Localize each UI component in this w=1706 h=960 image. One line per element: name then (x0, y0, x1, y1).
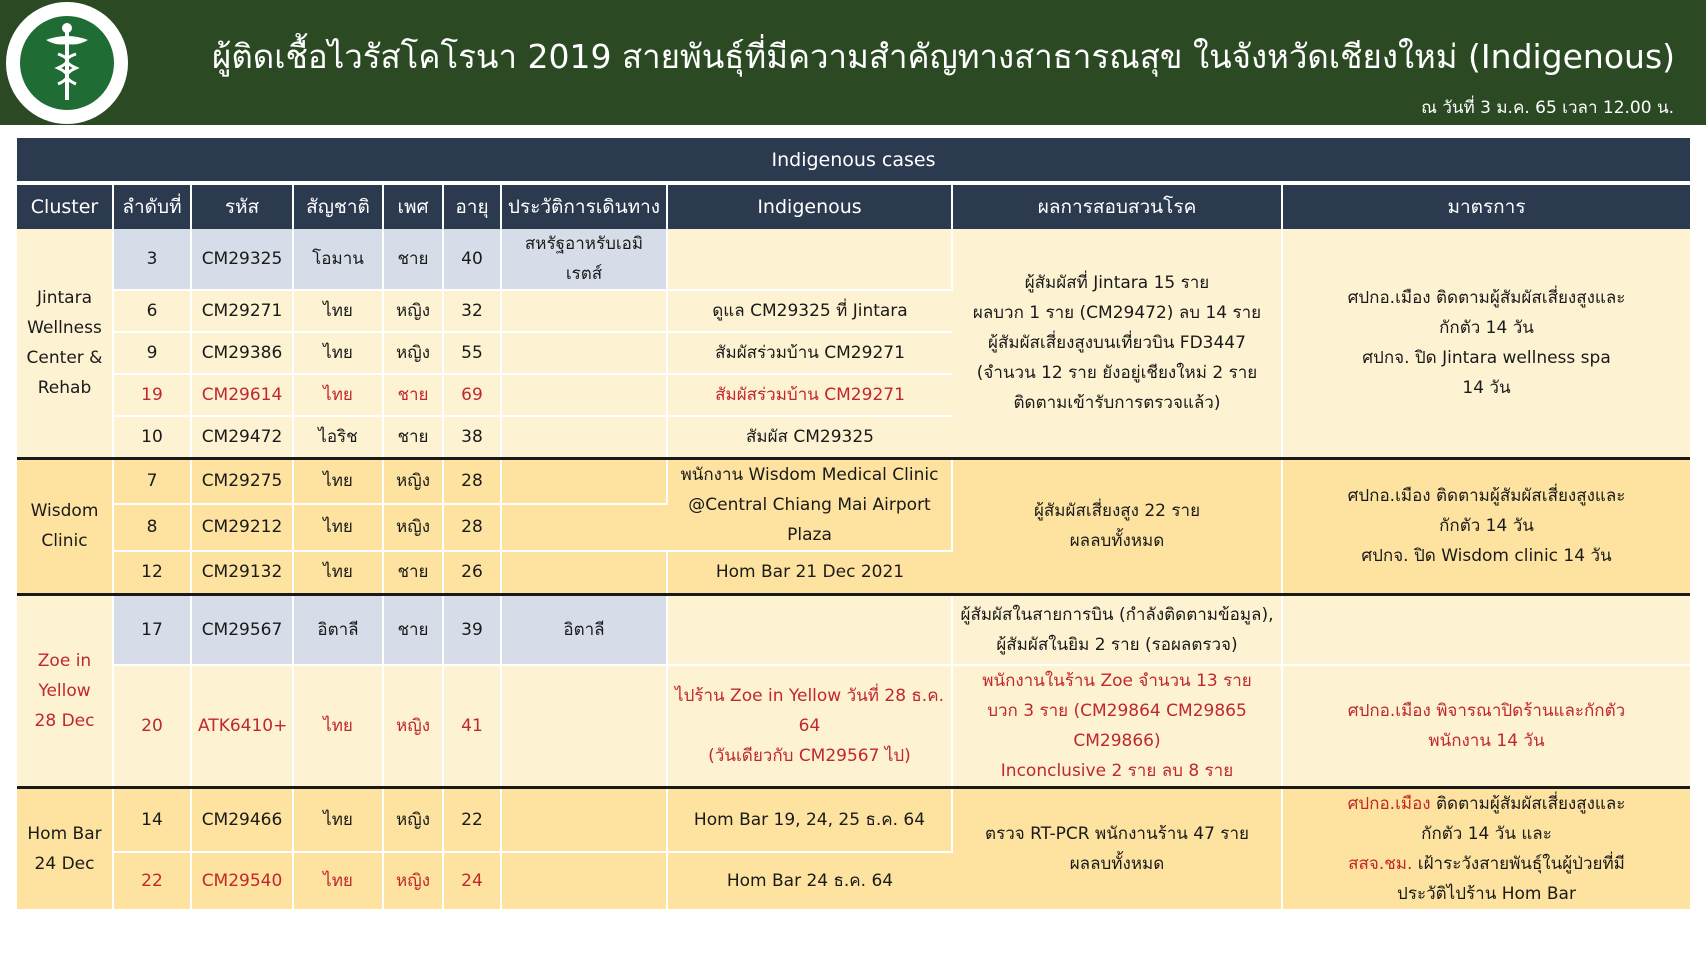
cell-investigation (952, 665, 1282, 788)
investigation-line: ผลลบทั้งหมด (1069, 531, 1165, 552)
measures-text: ติดตามผู้สัมผัสเสี่ยงสูงและ (1430, 793, 1626, 814)
measures-org-highlight: สสจ.ชม. (1348, 853, 1413, 874)
cell-measures (1282, 665, 1690, 788)
cell-indigenous (667, 229, 952, 290)
measures-line (1289, 789, 1684, 819)
cell-id: CM29212 (191, 504, 293, 550)
measures-line: กักตัว 14 วัน (1439, 516, 1534, 537)
cell-travel (501, 290, 667, 332)
col-header-travel: ประวัติการเดินทาง (501, 185, 667, 229)
investigation-line: ผู้สัมผัสเสี่ยงสูง 22 ราย (1033, 501, 1201, 522)
cell-measures (1282, 595, 1690, 665)
cell-sex: ชาย (383, 551, 443, 595)
measures-line: ศปกจ. ปิด Jintara wellness spa (1362, 347, 1611, 368)
cell-indigenous: Hom Bar 19, 24, 25 ธ.ค. 64 (667, 787, 952, 852)
cell-nationality: ไทย (293, 787, 383, 852)
col-header-id: รหัส (191, 185, 293, 229)
cluster-name-line: Jintara (36, 287, 92, 308)
cell-measures (1282, 229, 1690, 458)
cell-id: CM29275 (191, 458, 293, 504)
cell-measures (1282, 458, 1690, 595)
cell-no: 3 (113, 229, 191, 290)
investigation-line: ผลลบทั้งหมด (1069, 853, 1165, 874)
cell-no: 17 (113, 595, 191, 665)
indigenous-line: (วันเดียวกับ CM29567 ไป) (708, 745, 911, 766)
cell-indigenous: ดูแล CM29325 ที่ Jintara (667, 290, 952, 332)
investigation-line: ผู้สัมผัสในยิม 2 ราย (รอผลตรวจ) (996, 634, 1238, 655)
cell-investigation (952, 229, 1282, 458)
cell-age: 28 (443, 458, 501, 504)
investigation-line: ผู้สัมผัสเสี่ยงสูงบนเที่ยวบิน FD3447 (988, 332, 1246, 353)
cell-no: 20 (113, 665, 191, 788)
cell-no: 22 (113, 852, 191, 909)
cell-indigenous: Hom Bar 24 ธ.ค. 64 (667, 852, 952, 909)
cell-age: 24 (443, 852, 501, 909)
cell-investigation (952, 458, 1282, 595)
cell-id: CM29325 (191, 229, 293, 290)
cluster-name-line: Hom Bar (27, 823, 102, 844)
measures-line: ศปกอ.เมือง ติดตามผู้สัมผัสเสี่ยงสูงและ (1347, 486, 1626, 507)
cell-no: 6 (113, 290, 191, 332)
cell-nationality: ไอริช (293, 416, 383, 458)
cell-age: 55 (443, 332, 501, 374)
cell-measures (1282, 787, 1690, 910)
cell-sex: หญิง (383, 290, 443, 332)
col-header-investigation: ผลการสอบสวนโรค (952, 185, 1282, 229)
measures-text: เฝ้าระวังสายพันธุ์ในผู้ป่วยที่มี (1412, 853, 1625, 874)
cell-nationality: ไทย (293, 852, 383, 909)
measures-line: ประวัติไปร้าน Hom Bar (1397, 883, 1576, 904)
cell-nationality: อิตาลี (293, 595, 383, 665)
cell-age: 38 (443, 416, 501, 458)
cell-indigenous: สัมผัสร่วมบ้าน CM29271 (667, 332, 952, 374)
cell-nationality: ไทย (293, 504, 383, 550)
measures-org-highlight: ศปกอ.เมือง (1347, 793, 1431, 814)
page-title: ผู้ติดเชื้อไวรัสโคโรนา 2019 สายพันธุ์ที่มีความสำคัญทางสาธารณสุข ในจังหวัดเชียงใหม่ (Indigenous) (212, 37, 1676, 76)
measures-line: ศปกอ.เมือง ติดตามผู้สัมผัสเสี่ยงสูงและ (1347, 287, 1626, 308)
investigation-line: ผลบวก 1 ราย (CM29472) ลบ 14 ราย (972, 302, 1262, 323)
investigation-line: ติดตามเข้ารับการตรวจแล้ว) (1013, 392, 1221, 413)
cell-id: CM29540 (191, 852, 293, 909)
cluster-name-line: Center & (26, 347, 103, 368)
cell-sex: ชาย (383, 229, 443, 290)
cell-nationality: ไทย (293, 374, 383, 416)
investigation-line: ผู้สัมผัสที่ Jintara 15 ราย (1024, 272, 1210, 293)
cell-travel (501, 332, 667, 374)
header-bar (0, 0, 1706, 125)
cell-age: 41 (443, 665, 501, 788)
cases-table (17, 185, 1690, 911)
cluster-name-line: Wellness (27, 317, 102, 338)
cell-id: CM29386 (191, 332, 293, 374)
cell-sex: หญิง (383, 458, 443, 504)
measures-line: พนักงาน 14 วัน (1428, 730, 1545, 751)
cell-travel: อิตาลี (501, 595, 667, 665)
cell-indigenous (667, 665, 952, 788)
cell-sex: หญิง (383, 665, 443, 788)
table-row (17, 595, 1690, 665)
cluster-name (17, 595, 113, 788)
cell-no: 14 (113, 787, 191, 852)
cell-age: 69 (443, 374, 501, 416)
cell-travel (501, 374, 667, 416)
cell-travel (501, 504, 667, 550)
cell-travel (501, 551, 667, 595)
cell-age: 22 (443, 787, 501, 852)
col-header-measures: มาตรการ (1282, 185, 1690, 229)
ministry-logo (6, 2, 128, 124)
table-header-row (17, 185, 1690, 229)
cell-id: CM29466 (191, 787, 293, 852)
table-row (17, 229, 1690, 290)
caduceus-icon (6, 2, 128, 124)
cell-id: CM29271 (191, 290, 293, 332)
cell-nationality: ไทย (293, 458, 383, 504)
table-row (17, 458, 1690, 504)
cell-travel (501, 458, 667, 504)
col-header-nationality: สัญชาติ (293, 185, 383, 229)
investigation-line: ผู้สัมผัสในสายการบิน (กำลังติดตามข้อมูล), (960, 604, 1274, 625)
indigenous-line: พนักงาน Wisdom Medical Clinic (680, 464, 939, 485)
cell-id: ATK6410+ (191, 665, 293, 788)
cell-sex: ชาย (383, 374, 443, 416)
cell-age: 26 (443, 551, 501, 595)
cell-id: CM29567 (191, 595, 293, 665)
cell-travel: สหรัฐอาหรับเอมิเรตส์ (501, 229, 667, 290)
investigation-line: (จำนวน 12 ราย ยังอยู่เชียงใหม่ 2 ราย (976, 362, 1258, 383)
cluster-name (17, 458, 113, 595)
cell-nationality: โอมาน (293, 229, 383, 290)
indigenous-line: @Central Chiang Mai Airport Plaza (688, 494, 931, 545)
cell-no: 19 (113, 374, 191, 416)
cluster-name-line: Clinic (41, 531, 88, 552)
cell-sex: หญิง (383, 852, 443, 909)
cell-indigenous (667, 595, 952, 665)
cell-no: 9 (113, 332, 191, 374)
cell-no: 10 (113, 416, 191, 458)
measures-line: กักตัว 14 วัน และ (1421, 823, 1552, 844)
cell-travel (501, 416, 667, 458)
col-header-indigenous: Indigenous (667, 185, 952, 229)
cell-no: 12 (113, 551, 191, 595)
cell-indigenous: สัมผัสร่วมบ้าน CM29271 (667, 374, 952, 416)
cell-id: CM29614 (191, 374, 293, 416)
cluster-name (17, 787, 113, 910)
cell-travel (501, 852, 667, 909)
measures-line: กักตัว 14 วัน (1439, 317, 1534, 338)
cell-no: 7 (113, 458, 191, 504)
cluster-name (17, 229, 113, 458)
cell-sex: หญิง (383, 504, 443, 550)
cell-age: 28 (443, 504, 501, 550)
cluster-name-line: Yellow (38, 680, 91, 701)
cell-sex: ชาย (383, 416, 443, 458)
cell-travel (501, 665, 667, 788)
cell-nationality: ไทย (293, 290, 383, 332)
cell-nationality: ไทย (293, 551, 383, 595)
col-header-cluster: Cluster (17, 185, 113, 229)
cell-sex: ชาย (383, 595, 443, 665)
measures-line: ศปกอ.เมือง พิจารณาปิดร้านและกักตัว (1347, 700, 1626, 721)
cell-sex: หญิง (383, 332, 443, 374)
cell-indigenous: สัมผัส CM29325 (667, 416, 952, 458)
investigation-line: พนักงานในร้าน Zoe จำนวน 13 ราย (982, 670, 1252, 691)
cell-indigenous (667, 458, 952, 551)
investigation-line: ตรวจ RT-PCR พนักงานร้าน 47 ราย (985, 823, 1249, 844)
table-row (17, 787, 1690, 852)
measures-line: 14 วัน (1462, 377, 1511, 398)
cluster-name-line: 28 Dec (34, 710, 95, 731)
cell-age: 40 (443, 229, 501, 290)
section-banner: Indigenous cases (17, 138, 1690, 181)
cell-no: 8 (113, 504, 191, 550)
investigation-line: Inconclusive 2 ราย ลบ 8 ราย (1000, 760, 1234, 781)
cell-id: CM29132 (191, 551, 293, 595)
cell-id: CM29472 (191, 416, 293, 458)
investigation-line: บวก 3 ราย (CM29864 CM29865 CM29866) (987, 700, 1247, 751)
col-header-no: ลำดับที่ (113, 185, 191, 229)
cell-investigation (952, 787, 1282, 910)
cluster-name-line: Wisdom (30, 501, 99, 522)
cell-travel (501, 787, 667, 852)
indigenous-line: ไปร้าน Zoe in Yellow วันที่ 28 ธ.ค. 64 (675, 685, 944, 736)
cluster-name-line: Rehab (37, 377, 92, 398)
cell-nationality: ไทย (293, 665, 383, 788)
cell-age: 32 (443, 290, 501, 332)
cell-investigation (952, 595, 1282, 665)
cell-indigenous: Hom Bar 21 Dec 2021 (667, 551, 952, 595)
as-of-date: ณ วันที่ 3 ม.ค. 65 เวลา 12.00 น. (1421, 98, 1674, 118)
cell-age: 39 (443, 595, 501, 665)
col-header-age: อายุ (443, 185, 501, 229)
table-row (17, 665, 1690, 788)
cell-nationality: ไทย (293, 332, 383, 374)
cluster-name-line: Zoe in (37, 650, 92, 671)
col-header-sex: เพศ (383, 185, 443, 229)
measures-line (1289, 849, 1684, 879)
measures-line: ศปกจ. ปิด Wisdom clinic 14 วัน (1361, 546, 1612, 567)
cluster-name-line: 24 Dec (34, 853, 95, 874)
cell-sex: หญิง (383, 787, 443, 852)
